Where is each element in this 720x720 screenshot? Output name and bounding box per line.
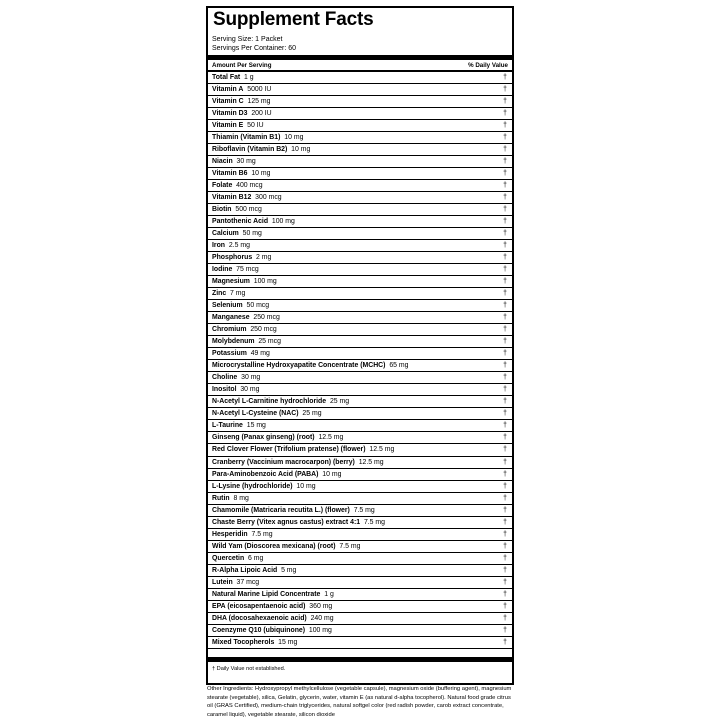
nutrient-row [208,589,512,601]
nutrient-entry [212,579,259,586]
nutrient-amount: 7.5 mg [251,530,273,538]
nutrient-amount: 7.5 mg [353,506,375,514]
daily-value-mark: † [503,158,507,166]
nutrient-name: Potassium [212,350,247,358]
nutrient-row [208,408,512,420]
nutrient-entry [212,302,269,309]
daily-value-mark: † [503,542,507,550]
nutrient-amount: 30 mg [240,386,260,394]
nutrient-row [208,180,512,192]
nutrient-entry [212,242,250,249]
nutrient-name: Rutin [212,494,230,502]
daily-value-mark: † [503,470,507,478]
daily-value-mark: † [503,614,507,622]
nutrient-entry [212,170,271,177]
daily-value-mark: † [503,374,507,382]
nutrient-row [208,553,512,565]
nutrient-name: Microcrystalline Hydroxyapatite Concentrate (MCHC) [212,362,386,370]
nutrient-entry [212,410,322,417]
nutrient-amount: 12.5 mg [318,434,344,442]
nutrient-entry [212,567,296,574]
nutrient-row [208,517,512,529]
nutrient-amount: 10 mg [284,134,304,142]
nutrient-entry [212,230,262,237]
nutrient-entry [212,194,282,201]
nutrient-entry [212,398,349,405]
daily-value-mark: † [503,422,507,430]
daily-value-mark: † [503,182,507,190]
nutrient-row [208,336,512,348]
nutrient-row [208,457,512,469]
nutrient-name: Folate [212,182,233,190]
nutrient-row [208,444,512,456]
nutrient-name: R-Alpha Lipoic Acid [212,566,278,574]
nutrient-entry [212,519,385,526]
nutrient-name: Vitamin E [212,122,244,130]
daily-value-mark: † [503,206,507,214]
nutrient-row [208,420,512,432]
nutrient-amount: 25 mg [329,398,350,406]
daily-value-mark: † [503,338,507,346]
nutrient-name: Wild Yam (Dioscorea mexicana) (root) [212,542,336,550]
nutrient-row [208,192,512,204]
daily-value-mark: † [503,602,507,610]
nutrient-name: Hesperidin [212,530,248,538]
nutrient-entry [212,350,270,357]
servings-per-container: Servings Per Container: 60 [212,45,297,52]
nutrient-amount: 250 mcg [253,314,280,322]
nutrient-amount: 49 mg [250,350,270,358]
nutrient-amount: 125 mg [247,98,271,106]
nutrient-name: Chromium [212,326,247,334]
nutrient-row [208,601,512,613]
daily-value-mark: † [503,458,507,466]
daily-value-mark: † [503,98,507,106]
nutrient-row [208,324,512,336]
daily-value-mark: † [503,530,507,538]
daily-value-mark: † [503,386,507,394]
nutrient-amount: 50 IU [247,122,264,130]
daily-value-mark: † [503,278,507,286]
daily-value-mark: † [503,350,507,358]
nutrient-row [208,264,512,276]
daily-value-mark: † [503,626,507,634]
nutrient-name: Quercetin [212,554,245,562]
nutrient-amount: 240 mg [310,614,334,622]
nutrient-amount: 10 mg [291,146,311,154]
nutrient-entry [212,591,334,598]
nutrient-entry [212,134,303,141]
nutrient-name: EPA (eicosapentaenoic acid) [212,602,306,610]
nutrient-name: Biotin [212,206,232,214]
daily-value-mark: † [503,482,507,490]
nutrient-row [208,637,512,649]
nutrient-name: Coenzyme Q10 (ubiquinone) [212,626,306,634]
nutrient-entry [212,290,245,297]
nutrient-name: Magnesium [212,278,250,286]
daily-value-mark: † [503,494,507,502]
nutrient-entry [212,146,310,153]
nutrient-entry [212,314,280,321]
nutrient-name: Mixed Tocopherols [212,638,275,646]
nutrient-entry [212,362,408,369]
nutrient-amount: 10 mg [322,470,342,478]
nutrient-row [208,228,512,240]
nutrient-amount: 8 mg [233,494,249,502]
nutrient-name: L-Lysine (hydrochloride) [212,482,293,490]
nutrient-name: Lutein [212,578,233,586]
amount-per-serving-header: Amount Per Serving [212,62,272,69]
nutrient-entry [212,278,277,285]
nutrient-name: Red Clover Flower (Trifolium pratense) (flower) [212,446,366,454]
nutrient-row [208,168,512,180]
nutrient-name: Manganese [212,314,250,322]
nutrient-amount: 360 mg [309,602,333,610]
nutrient-row [208,120,512,132]
nutrient-amount: 5000 IU [247,86,272,94]
daily-value-mark: † [503,326,507,334]
nutrient-name: N-Acetyl L-Cysteine (NAC) [212,410,299,418]
nutrient-entry [212,422,266,429]
daily-value-mark: † [503,554,507,562]
nutrient-row [208,625,512,637]
nutrient-name: Niacin [212,158,233,166]
daily-value-mark: † [503,410,507,418]
serving-info [212,35,296,53]
supplement-facts-panel [206,6,514,685]
nutrient-name: Pantothenic Acid [212,218,269,226]
nutrient-amount: 2.5 mg [228,242,250,250]
nutrient-row [208,493,512,505]
nutrient-entry [212,326,277,333]
nutrient-name: Vitamin B12 [212,194,252,202]
daily-value-mark: † [503,506,507,514]
nutrient-amount: 7.5 mg [339,542,361,550]
nutrient-name: Choline [212,374,238,382]
nutrient-name: Cranberry (Vaccinium macrocarpon) (berry) [212,458,355,466]
nutrient-row [208,108,512,120]
nutrient-row [208,432,512,444]
nutrient-name: Chaste Berry (Vitex agnus castus) extract 4:1 [212,518,361,526]
nutrient-amount: 12.5 mg [369,446,395,454]
column-header [212,61,508,70]
nutrient-name: Vitamin C [212,98,244,106]
nutrient-amount: 37 mcg [236,578,260,586]
nutrient-entry [212,603,332,610]
nutrient-row [208,613,512,625]
nutrient-amount: 6 mg [248,554,264,562]
nutrient-row [208,216,512,228]
nutrient-row [208,84,512,96]
nutrient-row [208,541,512,553]
nutrient-name: Total Fat [212,74,241,81]
serving-size: Serving Size: 1 Packet [212,36,283,43]
nutrient-entry [212,122,264,129]
nutrient-entry [212,254,271,261]
daily-value-mark: † [503,194,507,202]
daily-value-mark: † [503,146,507,154]
nutrient-amount: 30 mg [241,374,261,382]
nutrient-entry [212,86,271,93]
nutrient-entry [212,531,273,538]
nutrient-amount: 25 mcg [258,338,281,346]
nutrient-amount: 15 mg [278,638,298,646]
daily-value-mark: † [503,398,507,406]
nutrient-entry [212,459,384,466]
nutrient-name: Vitamin D3 [212,110,248,118]
nutrient-amount: 5 mg [281,566,297,574]
nutrient-name: Riboflavin (Vitamin B2) [212,146,288,154]
nutrient-row [208,565,512,577]
nutrient-entry [212,374,260,381]
nutrient-entry [212,386,260,393]
nutrient-entry [212,555,263,562]
nutrient-name: DHA (docosahexaenoic acid) [212,614,307,622]
daily-value-mark: † [503,266,507,274]
nutrient-name: N-Acetyl L-Carnitine hydrochloride [212,398,327,406]
nutrient-list [208,72,512,649]
nutrient-name: Vitamin B6 [212,170,248,178]
nutrient-amount: 75 mcg [236,266,259,274]
nutrient-entry [212,639,297,646]
nutrient-row [208,72,512,84]
nutrient-entry [212,182,263,189]
nutrient-name: L-Taurine [212,422,243,430]
nutrient-entry [212,110,272,117]
nutrient-amount: 250 mcg [250,326,277,334]
nutrient-amount: 2 mg [256,254,272,262]
daily-value-mark: † [503,74,507,81]
nutrient-amount: 1 g [324,590,334,598]
thick-divider [208,55,512,60]
nutrient-entry [212,98,270,105]
daily-value-mark: † [503,134,507,142]
nutrient-entry [212,158,256,165]
nutrient-name: Chamomile (Matricaria recutita L.) (flower) [212,506,350,514]
nutrient-row [208,300,512,312]
nutrient-amount: 7.5 mg [363,518,386,526]
nutrient-name: Zinc [212,290,227,298]
nutrient-name: Vitamin A [212,86,244,94]
nutrient-name: Phosphorus [212,254,253,262]
nutrient-row [208,132,512,144]
daily-value-mark: † [503,638,507,646]
daily-value-mark: † [503,518,507,526]
nutrient-row [208,481,512,493]
nutrient-entry [212,507,375,514]
nutrient-row [208,360,512,372]
nutrient-amount: 100 mg [271,218,295,226]
nutrient-amount: 65 mg [389,362,409,370]
nutrient-row [208,276,512,288]
nutrient-entry [212,74,254,81]
nutrient-name: Iron [212,242,226,250]
daily-value-mark: † [503,302,507,310]
nutrient-amount: 100 mg [253,278,277,286]
nutrient-name: Iodine [212,266,233,274]
nutrient-entry [212,471,341,478]
nutrient-row [208,529,512,541]
nutrient-name: Calcium [212,230,239,238]
nutrient-row [208,384,512,396]
nutrient-amount: 12.5 mg [358,458,384,466]
nutrient-entry [212,495,249,502]
nutrient-entry [212,218,295,225]
nutrient-entry [212,338,281,345]
nutrient-entry [212,627,332,634]
nutrient-row [208,372,512,384]
nutrient-row [208,312,512,324]
thick-divider-bottom [208,657,512,662]
daily-value-mark: † [503,230,507,238]
nutrient-name: Para-Aminobenzoic Acid (PABA) [212,470,319,478]
daily-value-mark: † [503,86,507,94]
footnote: † Daily Value not established. [212,666,286,672]
nutrient-row [208,156,512,168]
daily-value-mark: † [503,578,507,586]
daily-value-mark: † [503,314,507,322]
nutrient-amount: 7 mg [230,290,246,298]
daily-value-mark: † [503,254,507,262]
nutrient-name: Molybdenum [212,338,255,346]
daily-value-mark: † [503,434,507,442]
nutrient-entry [212,543,360,550]
nutrient-name: Ginseng (Panax ginseng) (root) [212,434,315,442]
nutrient-name: Thiamin (Vitamin B1) [212,134,281,142]
nutrient-row [208,469,512,481]
nutrient-amount: 50 mg [242,230,262,238]
nutrient-entry [212,446,394,453]
nutrient-amount: 10 mg [251,170,271,178]
nutrient-row [208,252,512,264]
daily-value-mark: † [503,122,507,130]
nutrient-amount: 200 IU [251,110,272,118]
daily-value-mark: † [503,242,507,250]
nutrient-amount: 15 mg [246,422,266,430]
nutrient-entry [212,483,316,490]
nutrient-name: Inositol [212,386,237,394]
nutrient-entry [212,615,334,622]
nutrient-row [208,348,512,360]
nutrient-row [208,96,512,108]
nutrient-name: Selenium [212,302,243,310]
nutrient-amount: 400 mcg [236,182,263,190]
nutrient-name: Natural Marine Lipid Concentrate [212,590,321,598]
daily-value-mark: † [503,446,507,454]
panel-title: Supplement Facts [213,9,374,30]
nutrient-amount: 1 g [244,74,254,81]
daily-value-header: % Daily Value [468,62,508,69]
nutrient-entry [212,206,262,213]
nutrient-row [208,505,512,517]
daily-value-mark: † [503,590,507,598]
daily-value-mark: † [503,290,507,298]
nutrient-amount: 300 mcg [255,194,282,202]
nutrient-amount: 50 mcg [246,302,270,310]
nutrient-row [208,204,512,216]
daily-value-mark: † [503,170,507,178]
daily-value-mark: † [503,362,507,370]
nutrient-row [208,144,512,156]
nutrient-row [208,577,512,589]
daily-value-mark: † [503,110,507,118]
nutrient-amount: 500 mcg [235,206,262,214]
nutrient-entry [212,266,259,273]
daily-value-mark: † [503,218,507,226]
nutrient-row [208,288,512,300]
other-ingredients: Other Ingredients: Hydroxypropyl methylcellulose (vegetable capsule), magnesium oxide (buffering agent), magnesium stearate (vegetable), silica, Gelatin, glycerin, water, vitamin E (as natural d-alpha tocopherol). Natural food grade citrus oil (GRAS Certified), medium-chain triglycerides, natural softgel color (red radish powder, carob extract concentrate, caramel liquid), vegetable stearate, silicon dioxide [207,686,512,718]
nutrient-amount: 100 mg [308,626,332,634]
nutrient-row [208,240,512,252]
nutrient-amount: 25 mg [302,410,322,418]
nutrient-amount: 10 mg [296,482,316,490]
nutrient-entry [212,434,343,441]
nutrient-amount: 30 mg [236,158,256,166]
daily-value-mark: † [503,566,507,574]
nutrient-row [208,396,512,408]
